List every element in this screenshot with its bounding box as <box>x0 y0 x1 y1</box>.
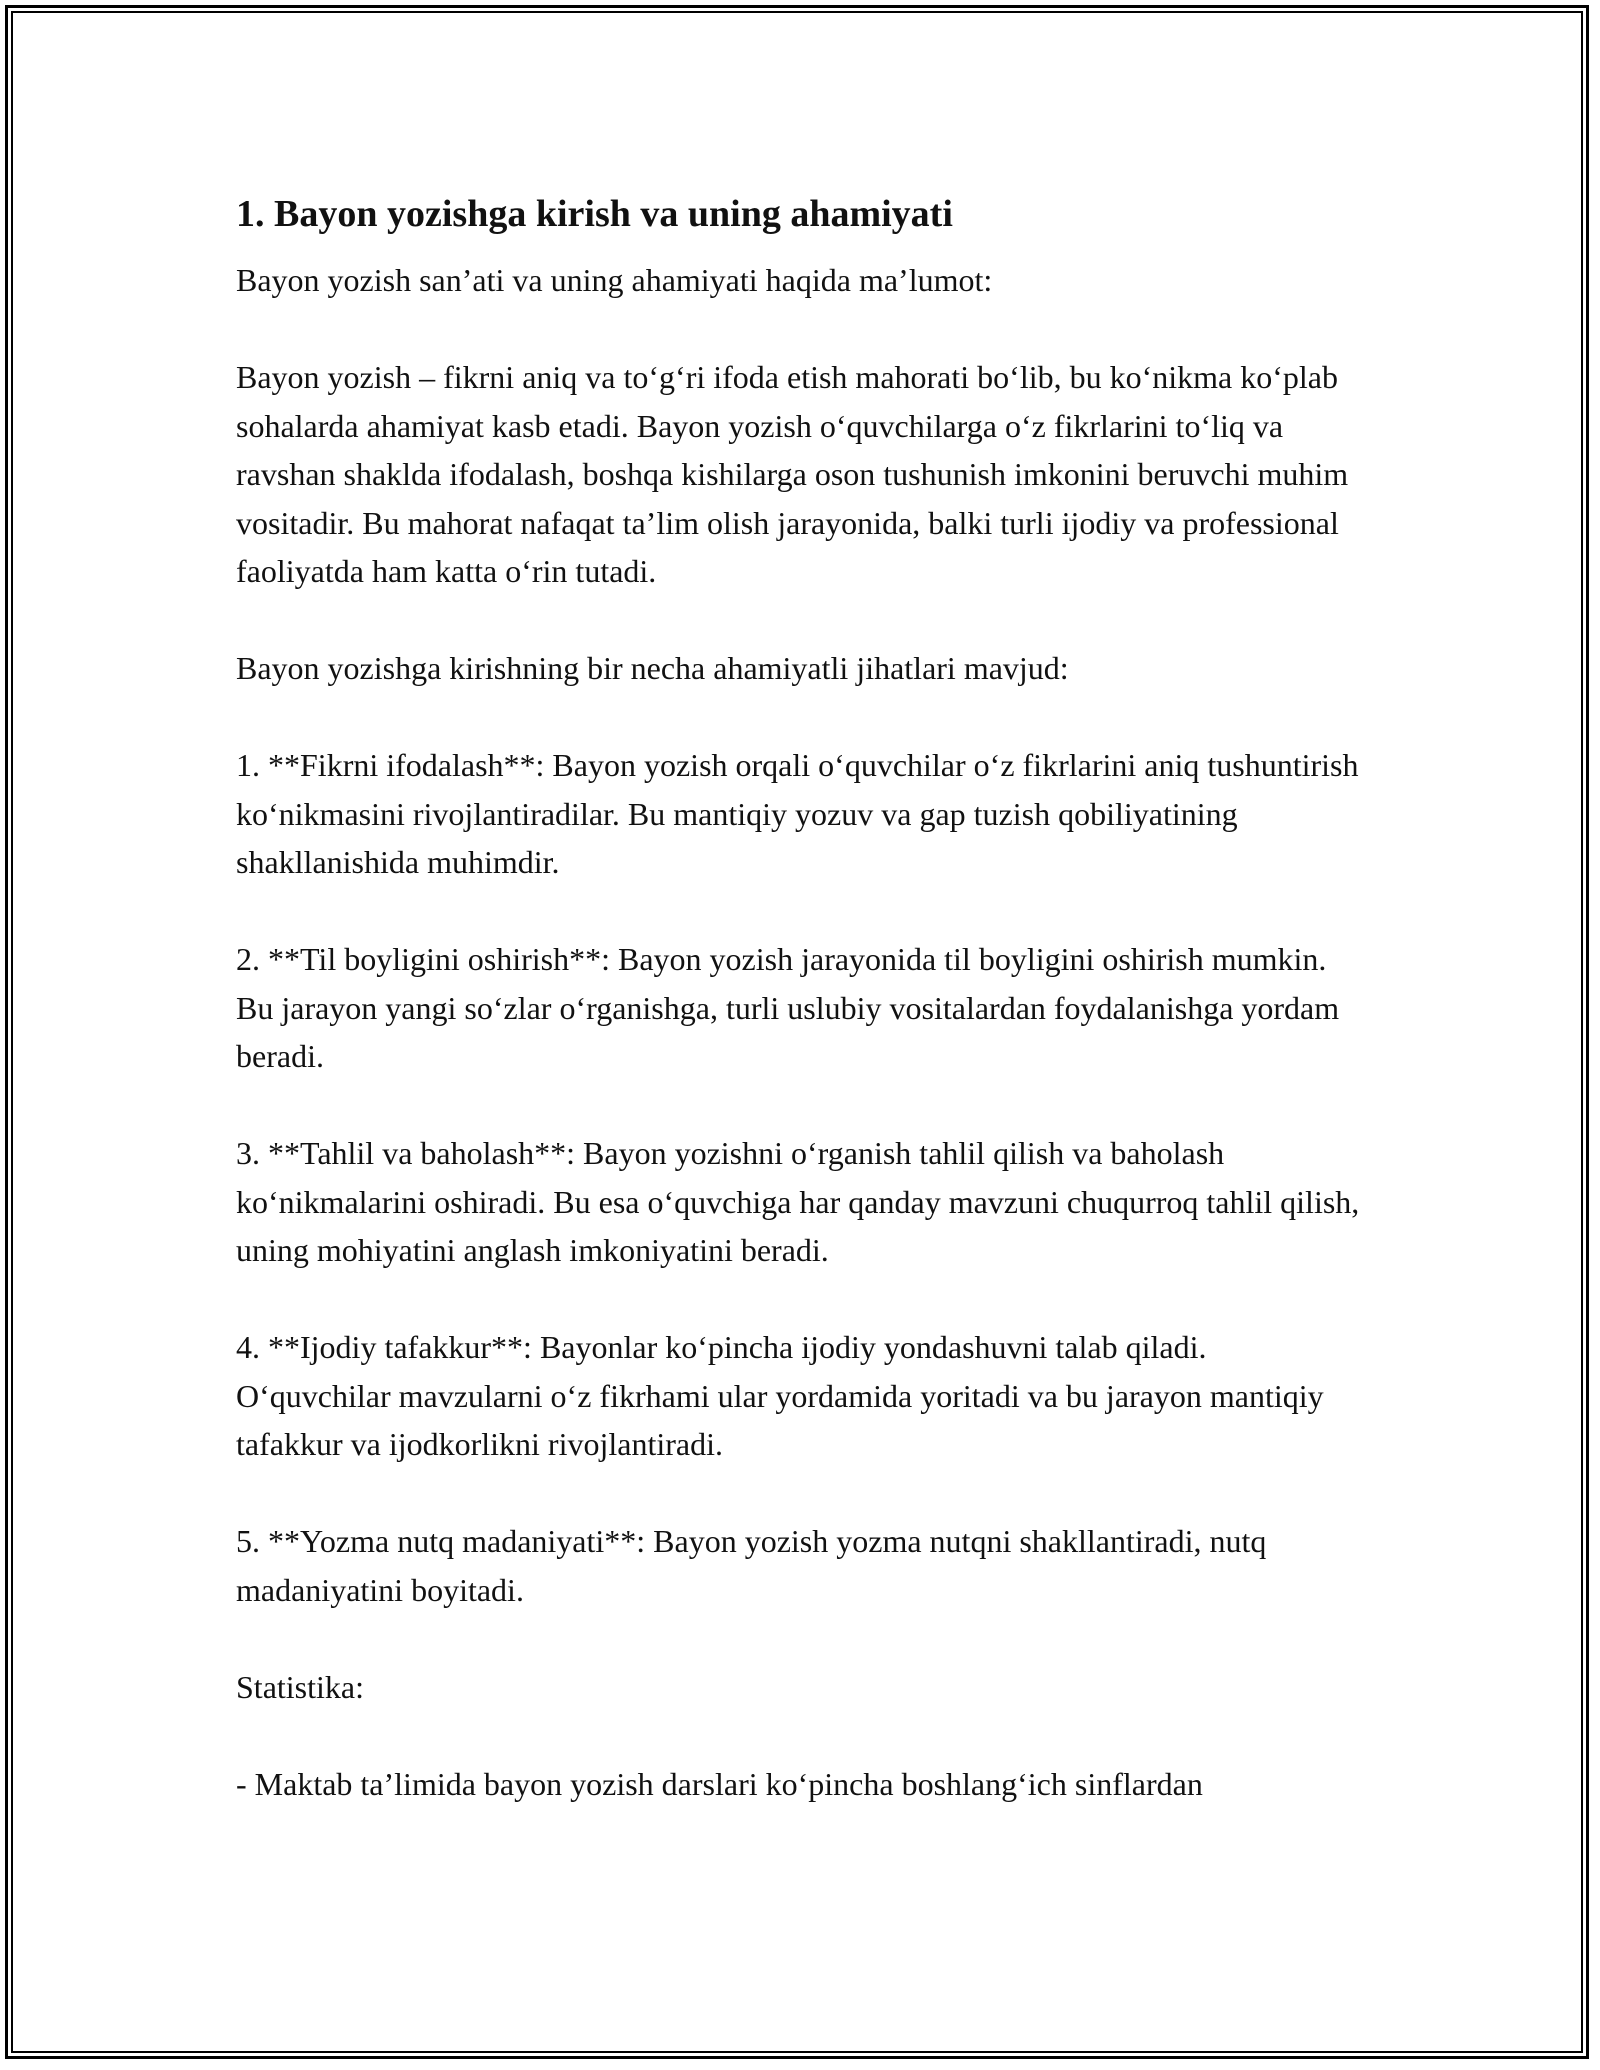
statistics-heading: Statistika: <box>236 1668 364 1705</box>
list-item-5: 5. **Yozma nutq madaniyati**: Bayon yozish yozma nutqni shakllantiradi, nutq madaniyatini boyitadi. <box>236 1523 1267 1608</box>
list-item-1: 1. **Fikrni ifodalash**: Bayon yozish orqali o‘quvchilar o‘z fikrlarini aniq tushuntirish ko‘nikmasini rivojlantiradilar. Bu mantiqiy yozuv va gap tuzish qobiliyatining shakllanishida muhimdir. <box>236 747 1359 880</box>
section-heading: 1. Bayon yozishga kirish va uning ahamiyati <box>236 193 953 235</box>
list-item-4: 4. **Ijodiy tafakkur**: Bayonlar ko‘pincha ijodiy yondashuvni talab qiladi. O‘quvchilar mavzularni o‘z fikrhami ular yordamida yoritadi va bu jarayon mantiqiy tafakkur va ijodkorlikni rivojlantiradi. <box>236 1329 1324 1462</box>
list-item-3: 3. **Tahlil va baholash**: Bayon yozishni o‘rganish tahlil qilish va baholash ko‘nikmalarini oshiradi. Bu esa o‘quvchiga har qanday mavzuni chuqurroq tahlil qilish, uning mohiyatini anglash imkoniyatini beradi. <box>236 1135 1360 1268</box>
intro-paragraph: Bayon yozish san’ati va uning ahamiyati haqida ma’lumot: <box>236 262 993 298</box>
statistics-item-1: - Maktab ta’limida bayon yozish darslari ko‘pincha boshlang‘ich sinflardan <box>236 1765 1203 1802</box>
document-body <box>236 186 1366 1857</box>
definition-paragraph: Bayon yozish – fikrni aniq va to‘g‘ri ifoda etish mahorati bo‘lib, bu ko‘nikma ko‘plab sohalarda ahamiyat kasb etadi. Bayon yozish o‘quvchilarga o‘z fikrlarini to‘liq va ravshan shaklda ifodalash, boshqa kishilarga oson tushunish imkonini beruvchi muhim vositadir. Bu mahorat nafaqat ta’lim olish jarayonida, balki turli ijodiy va professional faoliyatda ham katta o‘rin tutadi. <box>236 359 1349 589</box>
aspects-intro-paragraph: Bayon yozishga kirishning bir necha ahamiyatli jihatlari mavjud: <box>236 650 1069 686</box>
list-item-2: 2. **Til boyligini oshirish**: Bayon yozish jarayonida til boyligini oshirish mumkin. Bu jarayon yangi so‘zlar o‘rganishga, turli uslubiy vositalardan foydalanishga yordam beradi. <box>236 941 1340 1074</box>
